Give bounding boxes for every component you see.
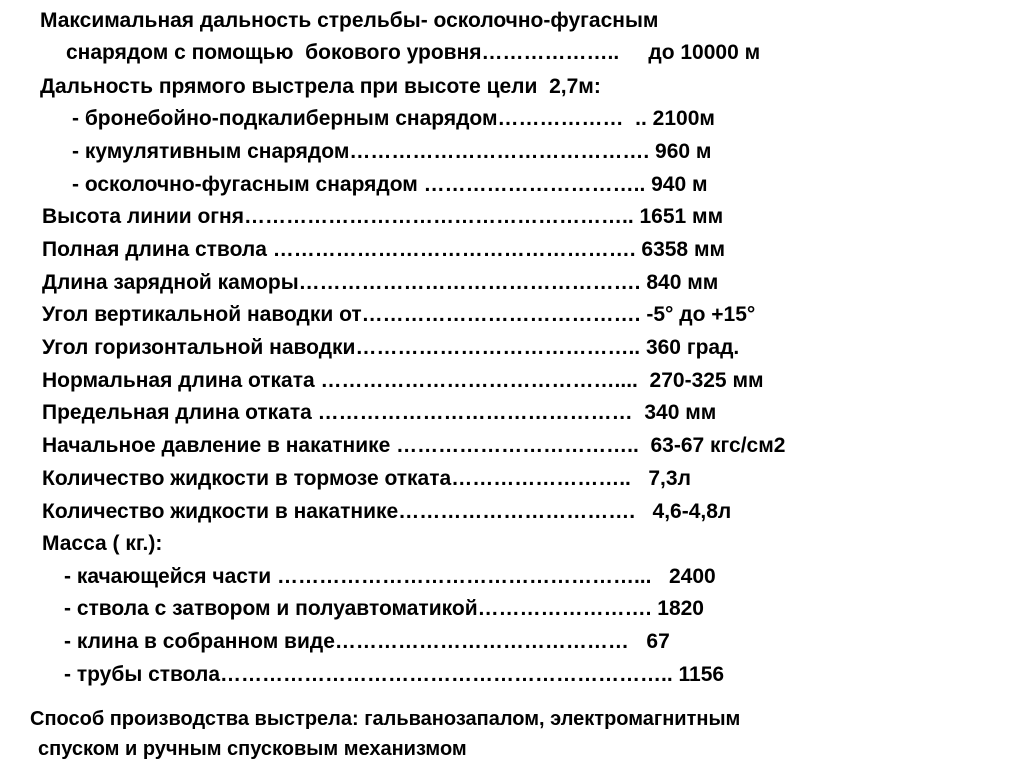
spec-line: - трубы ствола……………………………………………………….. 1156 bbox=[64, 663, 725, 686]
spec-line: Начальное давление в накатнике …………………………….. 63-67 кгс/см2 bbox=[42, 434, 786, 457]
spec-line: - клина в собранном виде…………………………………… 67 bbox=[64, 630, 670, 653]
spec-line: - качающейся части ……………………………………………... 2400 bbox=[64, 565, 716, 588]
spec-line: Масса ( кг.): bbox=[42, 532, 163, 555]
footer-line: спуском и ручным спусковым механизмом bbox=[38, 738, 467, 760]
spec-line: Количество жидкости в накатнике……………………………. 4,6-4,8л bbox=[42, 500, 732, 523]
spec-line: Угол вертикальной наводки от…………………………………. -5° до +15° bbox=[42, 303, 756, 326]
spec-line: - осколочно-фугасным снарядом ………………………….. 940 м bbox=[72, 173, 708, 196]
spec-line: Максимальная дальность стрельбы- осколочно-фугасным bbox=[40, 9, 659, 32]
spec-line: Нормальная длина отката …………………………………….... 270-325 мм bbox=[42, 369, 764, 392]
spec-line: - ствола с затвором и полуавтоматикой……………………. 1820 bbox=[64, 597, 704, 620]
spec-line: Угол горизонтальной наводки………………………………….. 360 град. bbox=[42, 336, 740, 359]
spec-line: Количество жидкости в тормозе отката…………………….. 7,3л bbox=[42, 467, 691, 490]
footer-line: Способ производства выстрела: гальванозапалом, электромагнитным bbox=[30, 708, 741, 730]
spec-line: снарядом с помощью бокового уровня……………….. до 10000 м bbox=[66, 41, 761, 64]
spec-line: Дальность прямого выстрела при высоте цели 2,7м: bbox=[40, 75, 601, 98]
spec-line: Длина зарядной каморы…………………………………………. 840 мм bbox=[42, 271, 719, 294]
spec-line: Полная длина ствола ……………………………………………. 6358 мм bbox=[42, 238, 726, 261]
spec-line: - бронебойно-подкалиберным снарядом……………… .. 2100м bbox=[72, 107, 715, 130]
spec-line: Высота линии огня……………………………………………….. 1651 мм bbox=[42, 205, 724, 228]
spec-line: - кумулятивным снарядом……………………………………. 960 м bbox=[72, 140, 712, 163]
spec-line: Предельная длина отката ……………………………………… 340 мм bbox=[42, 401, 717, 424]
